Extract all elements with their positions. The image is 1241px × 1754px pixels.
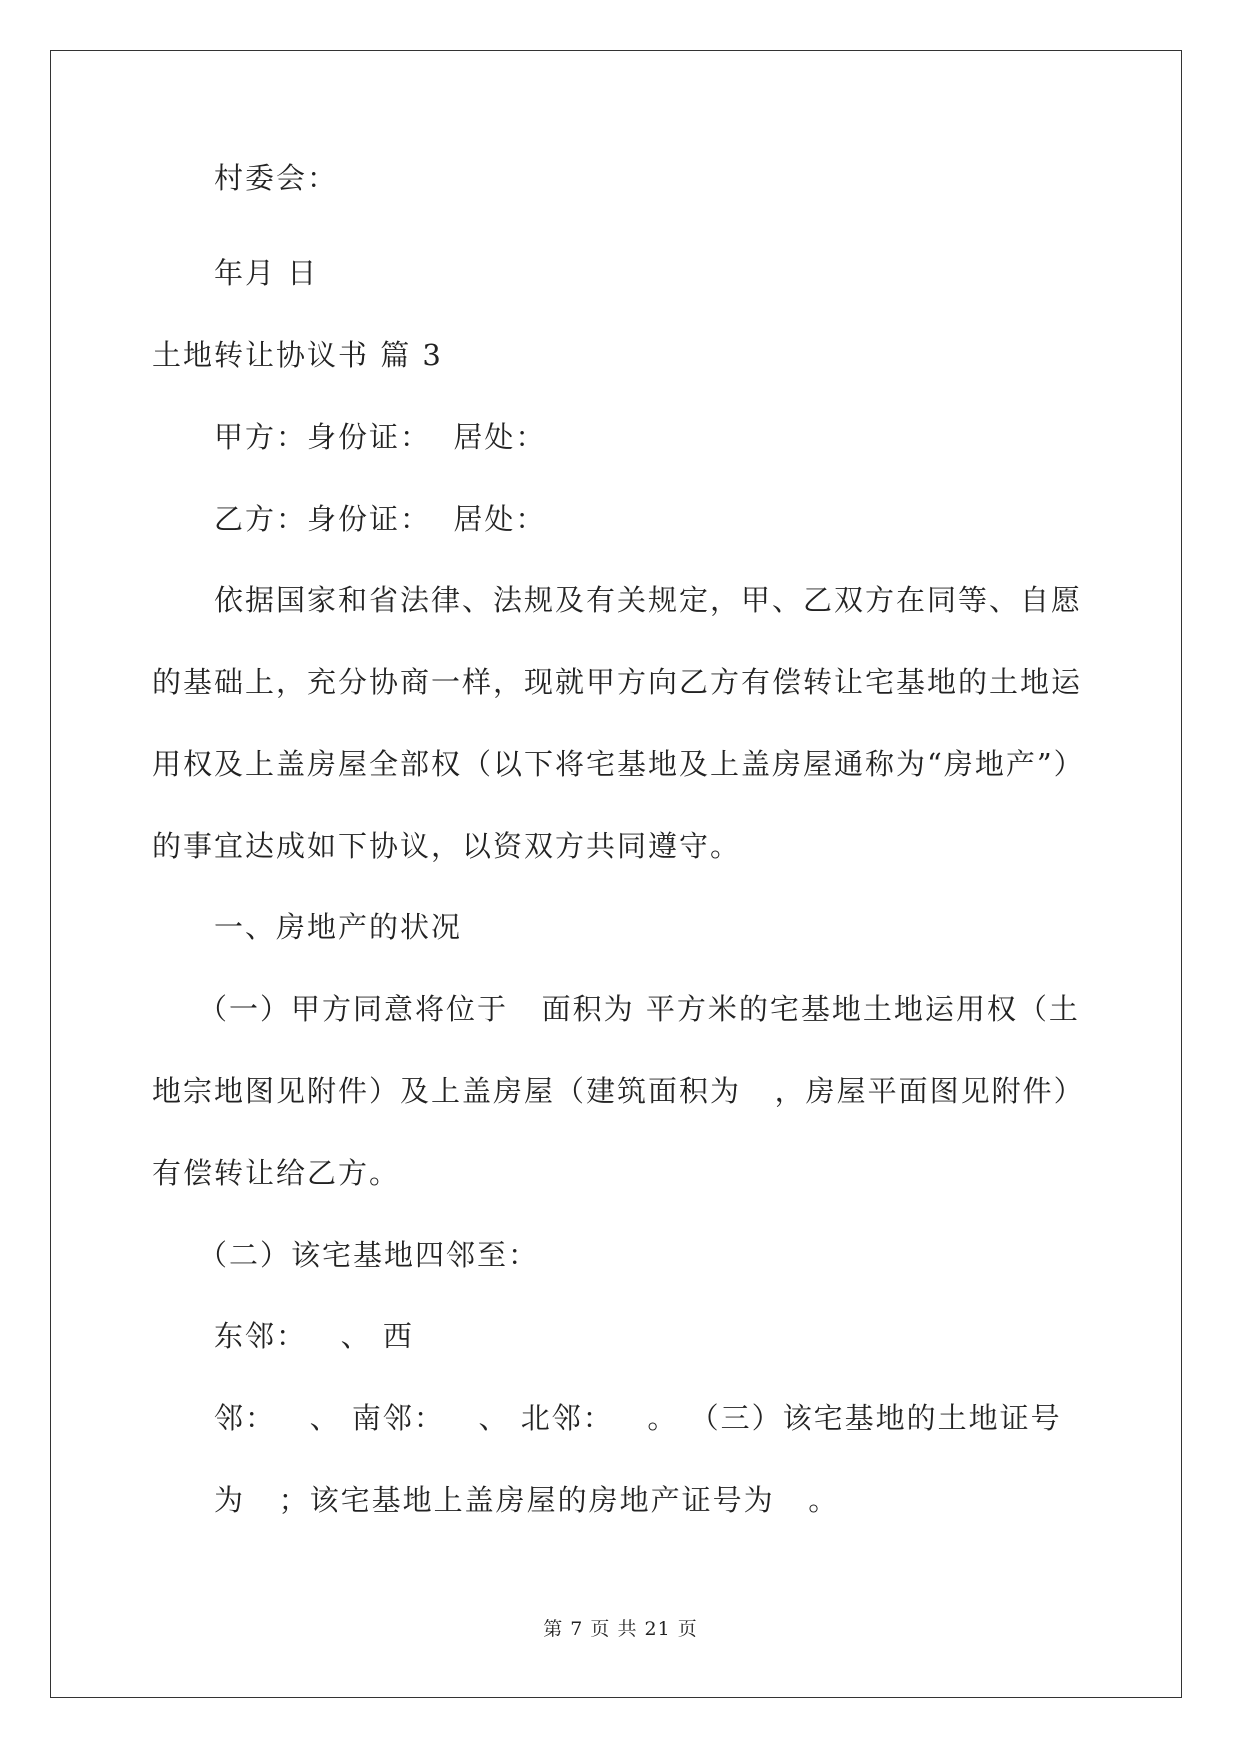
text-line-neighbors-2: 邻： 、 南邻： 、 北邻： 。 （三）该宅基地的土地证号 <box>214 1401 1062 1435</box>
text-line-clause2: （二）该宅基地四邻至： <box>198 1238 540 1272</box>
text-line-clause1-3: 有偿转让给乙方。 <box>152 1156 401 1190</box>
text-line-addressee: 村委会： <box>214 161 339 195</box>
text-line-para1-4: 的事宜达成如下协议，以资双方共同遵守。 <box>152 829 742 863</box>
page-number-footer: 第 7 页 共 21 页 <box>543 1618 698 1640</box>
text-line-para1-2: 的基础上，充分协商一样，现就甲方向乙方有偿转让宅基地的土地运 <box>152 665 1083 699</box>
text-line-para1-1: 依据国家和省法律、法规及有关规定，甲、乙双方在同等、自愿 <box>214 583 1083 617</box>
text-line-date: 年月 日 <box>214 256 319 290</box>
section-heading: 土地转让协议书 篇 3 <box>152 338 443 372</box>
text-line-clause1-1: （一）甲方同意将位于 面积为 平方米的宅基地土地运用权（土 <box>198 992 1080 1026</box>
text-line-subheading: 一、房地产的状况 <box>214 910 463 944</box>
text-line-party-b: 乙方：身份证： 居处： <box>214 502 547 536</box>
page-border <box>50 50 1182 1698</box>
text-line-clause1-2: 地宗地图见附件）及上盖房屋（建筑面积为 ，房屋平面图见附件） <box>152 1074 1085 1108</box>
text-line-certificate: 为 ；该宅基地上盖房屋的房地产证号为 。 <box>214 1483 840 1517</box>
text-line-party-a: 甲方：身份证： 居处： <box>214 420 547 454</box>
text-line-para1-3: 用权及上盖房屋全部权（以下将宅基地及上盖房屋通称为“房地产”） <box>152 747 1085 781</box>
text-line-neighbors-1: 东邻： 、 西 <box>214 1319 414 1353</box>
